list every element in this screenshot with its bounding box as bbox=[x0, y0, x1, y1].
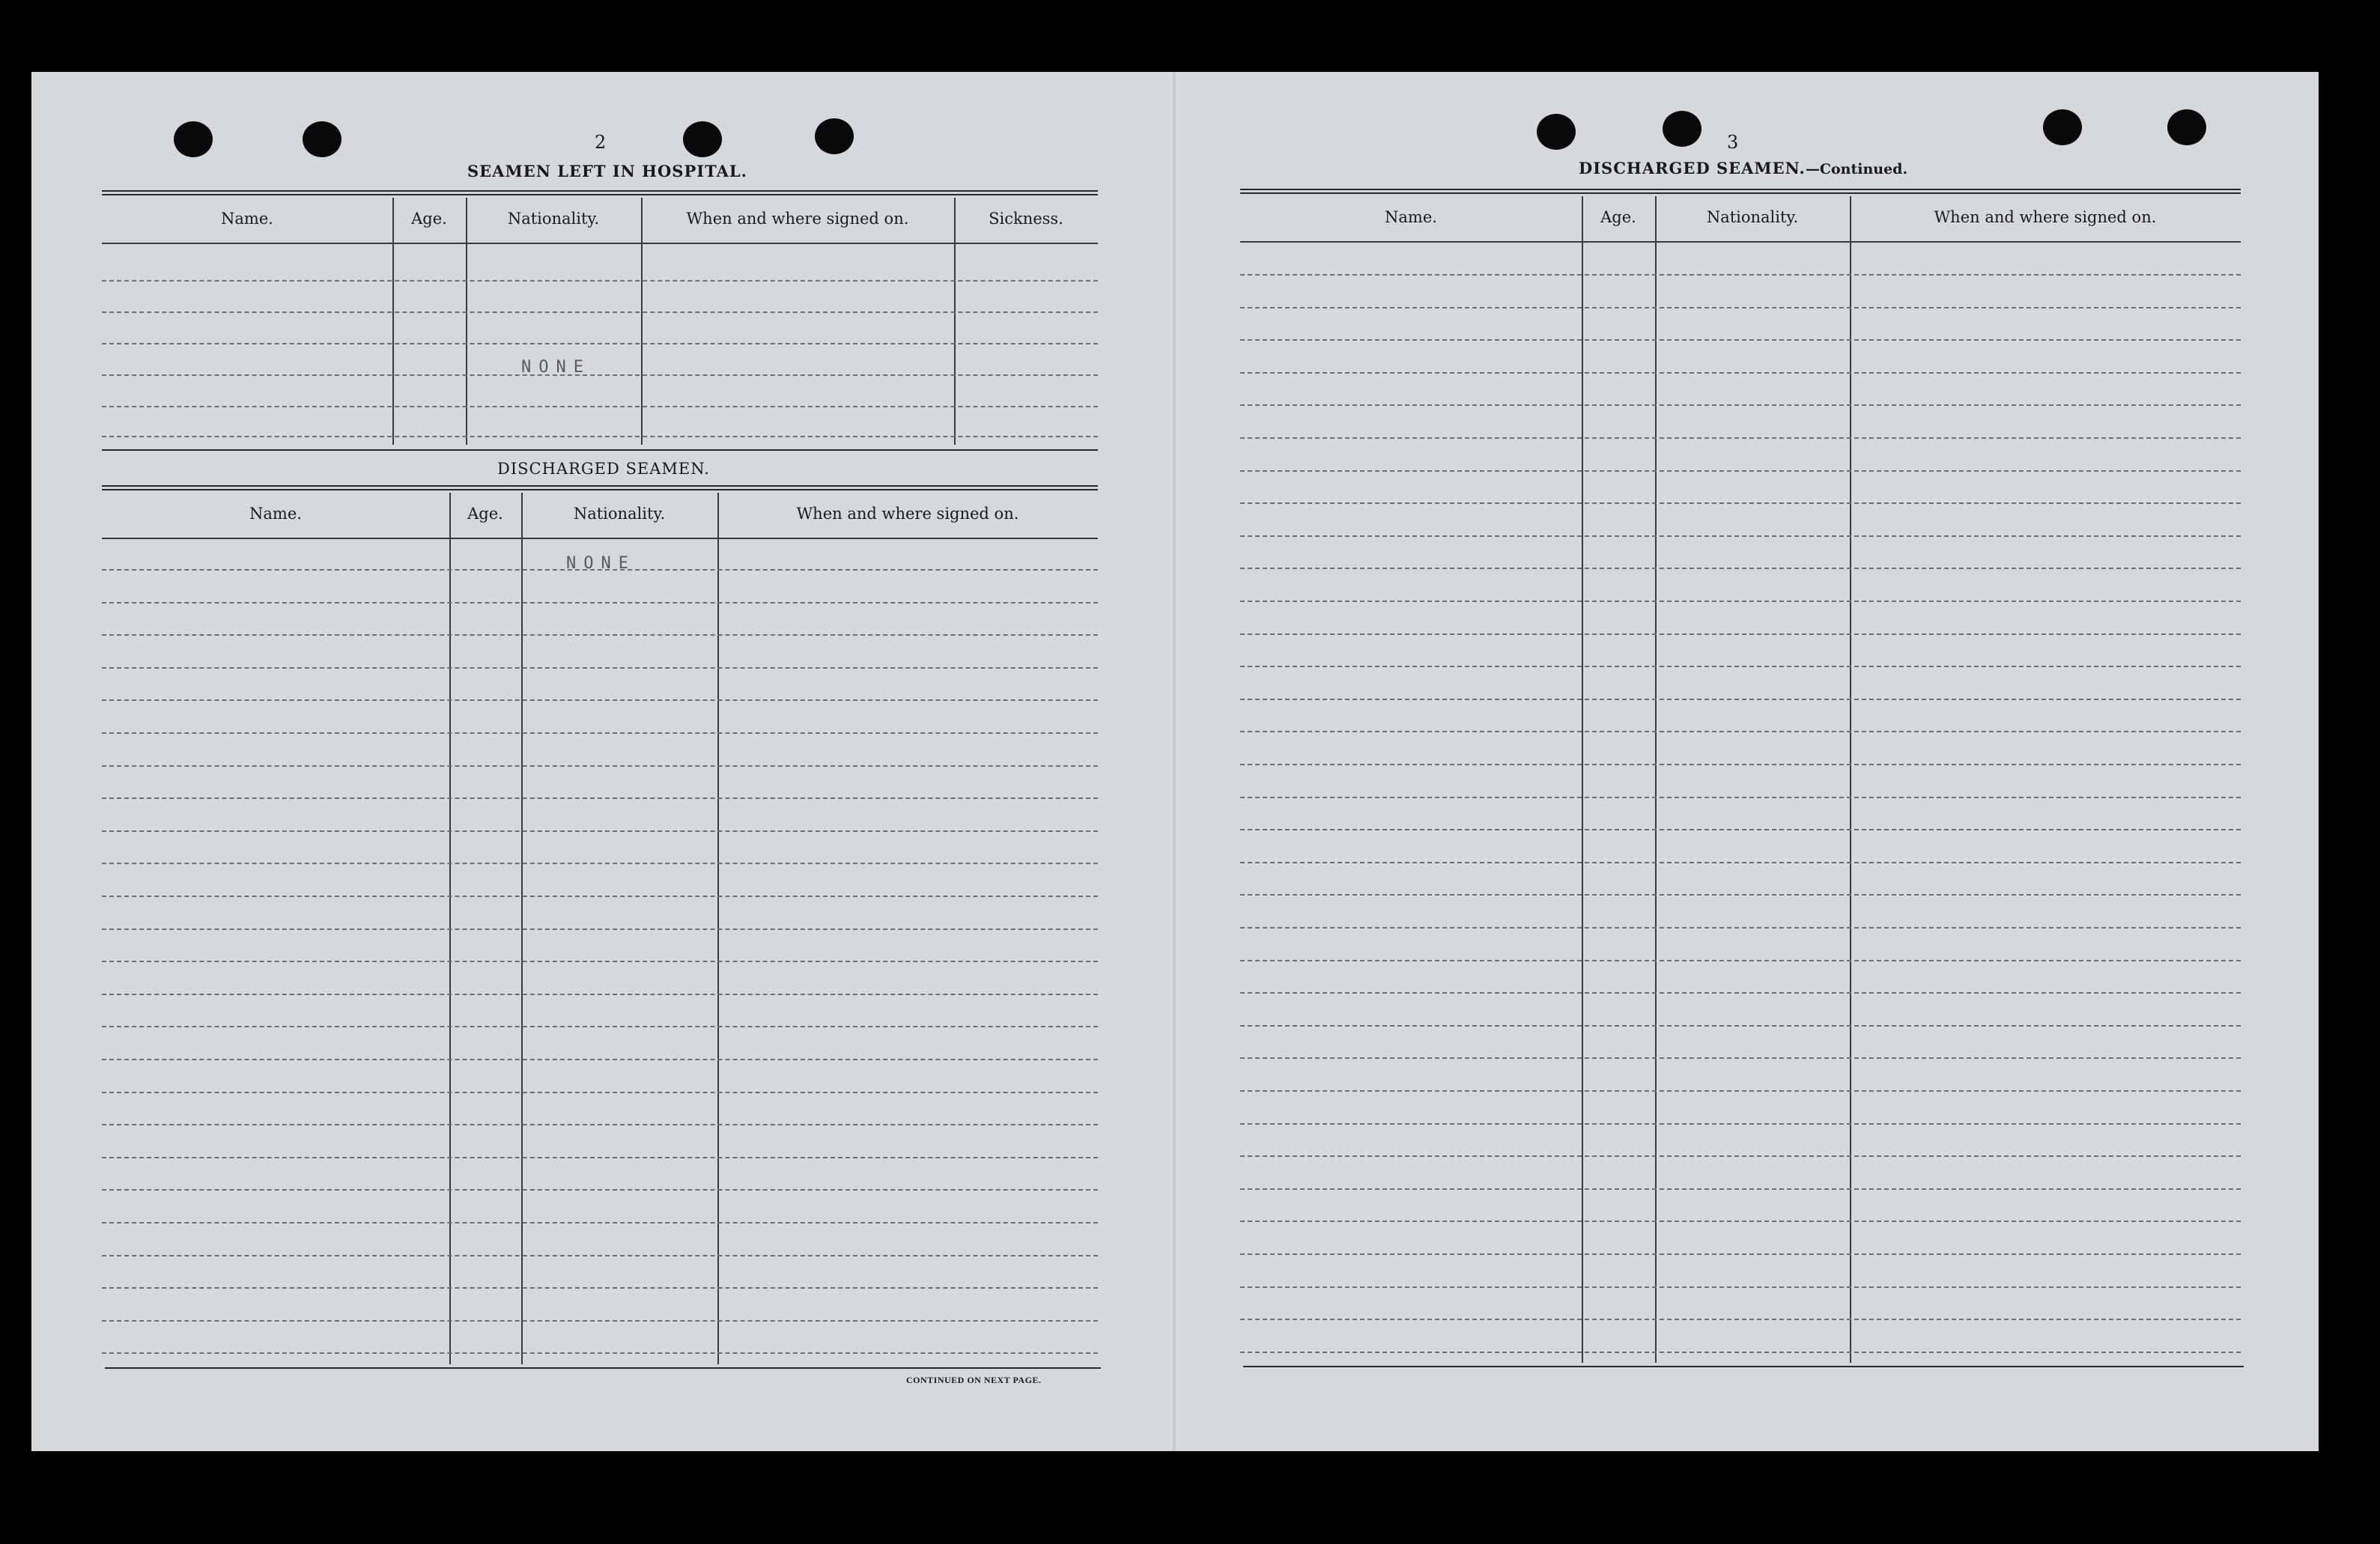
entry-line bbox=[102, 994, 1098, 995]
entry-line bbox=[102, 1255, 1098, 1256]
page-fold bbox=[1173, 72, 1176, 1451]
entry-line bbox=[102, 732, 1098, 734]
entry-line bbox=[1240, 992, 2241, 994]
entry-line bbox=[1240, 666, 2241, 667]
entry-line bbox=[102, 863, 1098, 864]
entry-line bbox=[102, 1157, 1098, 1158]
entry-line bbox=[1240, 960, 2241, 961]
ledger-spread bbox=[31, 72, 2319, 1451]
column-divider bbox=[466, 198, 467, 445]
punch-hole bbox=[2167, 109, 2206, 145]
entry-line bbox=[102, 343, 1098, 344]
entry-line bbox=[102, 1059, 1098, 1060]
col-header-nationality: Nationality. bbox=[573, 505, 666, 523]
punch-hole bbox=[815, 118, 854, 154]
column-divider bbox=[392, 198, 394, 445]
col-header-signed-on: When and where signed on. bbox=[1934, 208, 2157, 226]
col-header-name: Name. bbox=[221, 210, 273, 228]
punch-hole bbox=[1663, 111, 1701, 147]
entry-line bbox=[102, 699, 1098, 701]
column-divider bbox=[641, 198, 643, 445]
col-header-sickness: Sickness. bbox=[989, 210, 1063, 228]
page-number-right: 3 bbox=[1727, 132, 1740, 153]
hospital-section-title: SEAMEN LEFT IN HOSPITAL. bbox=[467, 162, 747, 180]
punch-hole bbox=[1537, 114, 1576, 150]
entry-line bbox=[102, 1189, 1098, 1191]
col-header-nationality: Nationality. bbox=[507, 210, 600, 228]
entry-line bbox=[1240, 470, 2241, 472]
col-header-age: Age. bbox=[411, 210, 447, 228]
right-top-rule bbox=[1240, 189, 2241, 194]
entry-line bbox=[102, 406, 1098, 407]
col-header-name: Name. bbox=[249, 505, 302, 523]
entry-line bbox=[1240, 307, 2241, 309]
entry-line bbox=[1240, 1221, 2241, 1222]
entry-line bbox=[102, 634, 1098, 636]
right-bottom-rule bbox=[1243, 1366, 2244, 1367]
entry-line bbox=[1240, 1286, 2241, 1288]
none-stamp: NONE bbox=[521, 358, 591, 377]
header-rule bbox=[102, 243, 1098, 244]
entry-line bbox=[102, 374, 1098, 376]
col-header-age: Age. bbox=[467, 505, 503, 523]
entry-line bbox=[1240, 535, 2241, 537]
col-header-nationality: Nationality. bbox=[1706, 208, 1799, 226]
punch-hole bbox=[2043, 109, 2082, 145]
discharged-continued-table bbox=[1240, 196, 2241, 1363]
entry-line bbox=[102, 311, 1098, 313]
col-header-name: Name. bbox=[1385, 208, 1437, 226]
entry-line bbox=[1240, 1319, 2241, 1320]
entry-line bbox=[1240, 502, 2241, 504]
punch-hole bbox=[303, 121, 341, 157]
continued-note: CONTINUED ON NEXT PAGE. bbox=[906, 1375, 1042, 1385]
header-rule bbox=[1240, 241, 2241, 243]
entry-line bbox=[1240, 1253, 2241, 1255]
punch-hole bbox=[174, 121, 213, 157]
entry-line bbox=[1240, 829, 2241, 830]
entry-line bbox=[102, 1092, 1098, 1093]
entry-line bbox=[1240, 927, 2241, 928]
entry-line bbox=[1240, 1057, 2241, 1059]
entry-line bbox=[102, 1026, 1098, 1027]
col-header-signed-on: When and where signed on. bbox=[686, 210, 909, 228]
entry-line bbox=[102, 436, 1098, 437]
punch-hole bbox=[683, 121, 722, 157]
continued-suffix: —Continued. bbox=[1805, 161, 1908, 177]
entry-line bbox=[1240, 862, 2241, 863]
entry-line bbox=[102, 280, 1098, 282]
entry-line bbox=[102, 1352, 1098, 1354]
entry-line bbox=[102, 1222, 1098, 1224]
entry-line bbox=[1240, 437, 2241, 439]
discharged-bottom-rule bbox=[105, 1367, 1101, 1369]
entry-line bbox=[102, 1124, 1098, 1125]
discharged-continued-title bbox=[1579, 159, 1907, 177]
entry-line bbox=[1240, 372, 2241, 374]
entry-line bbox=[1240, 1090, 2241, 1092]
entry-line bbox=[1240, 339, 2241, 341]
none-stamp: NONE bbox=[566, 554, 636, 573]
entry-line bbox=[1240, 731, 2241, 732]
entry-line bbox=[102, 896, 1098, 897]
entry-line bbox=[1240, 1123, 2241, 1125]
entry-line bbox=[102, 961, 1098, 962]
entry-line bbox=[1240, 764, 2241, 765]
hospital-table bbox=[102, 198, 1098, 445]
entry-line bbox=[1240, 1155, 2241, 1157]
header-rule bbox=[102, 538, 1098, 539]
discharged-top-rule bbox=[102, 485, 1098, 490]
entry-line bbox=[1240, 404, 2241, 406]
entry-line bbox=[1240, 797, 2241, 798]
entry-line bbox=[102, 1287, 1098, 1289]
entry-line bbox=[1240, 1188, 2241, 1190]
entry-line bbox=[102, 928, 1098, 930]
page-number-left: 2 bbox=[595, 132, 607, 153]
entry-line bbox=[1240, 1025, 2241, 1027]
entry-line bbox=[1240, 699, 2241, 700]
entry-line bbox=[102, 765, 1098, 767]
entry-line bbox=[102, 797, 1098, 799]
entry-line bbox=[1240, 568, 2241, 569]
hospital-top-rule bbox=[102, 190, 1098, 195]
column-divider bbox=[954, 198, 956, 445]
entry-line bbox=[1240, 601, 2241, 602]
entry-line bbox=[1240, 274, 2241, 276]
discharged-section-title: DISCHARGED SEAMEN. bbox=[497, 460, 710, 478]
col-header-age: Age. bbox=[1600, 208, 1636, 226]
entry-line bbox=[102, 1320, 1098, 1322]
entry-line bbox=[1240, 633, 2241, 635]
discharged-continued-title-text: DISCHARGED SEAMEN. bbox=[1579, 159, 1806, 177]
col-header-signed-on: When and where signed on. bbox=[796, 505, 1019, 523]
entry-line bbox=[1240, 1352, 2241, 1353]
hospital-bottom-rule bbox=[102, 449, 1098, 451]
entry-line bbox=[1240, 894, 2241, 896]
discharged-table bbox=[102, 493, 1098, 1364]
entry-line bbox=[102, 830, 1098, 832]
entry-line bbox=[102, 667, 1098, 669]
entry-line bbox=[102, 602, 1098, 604]
